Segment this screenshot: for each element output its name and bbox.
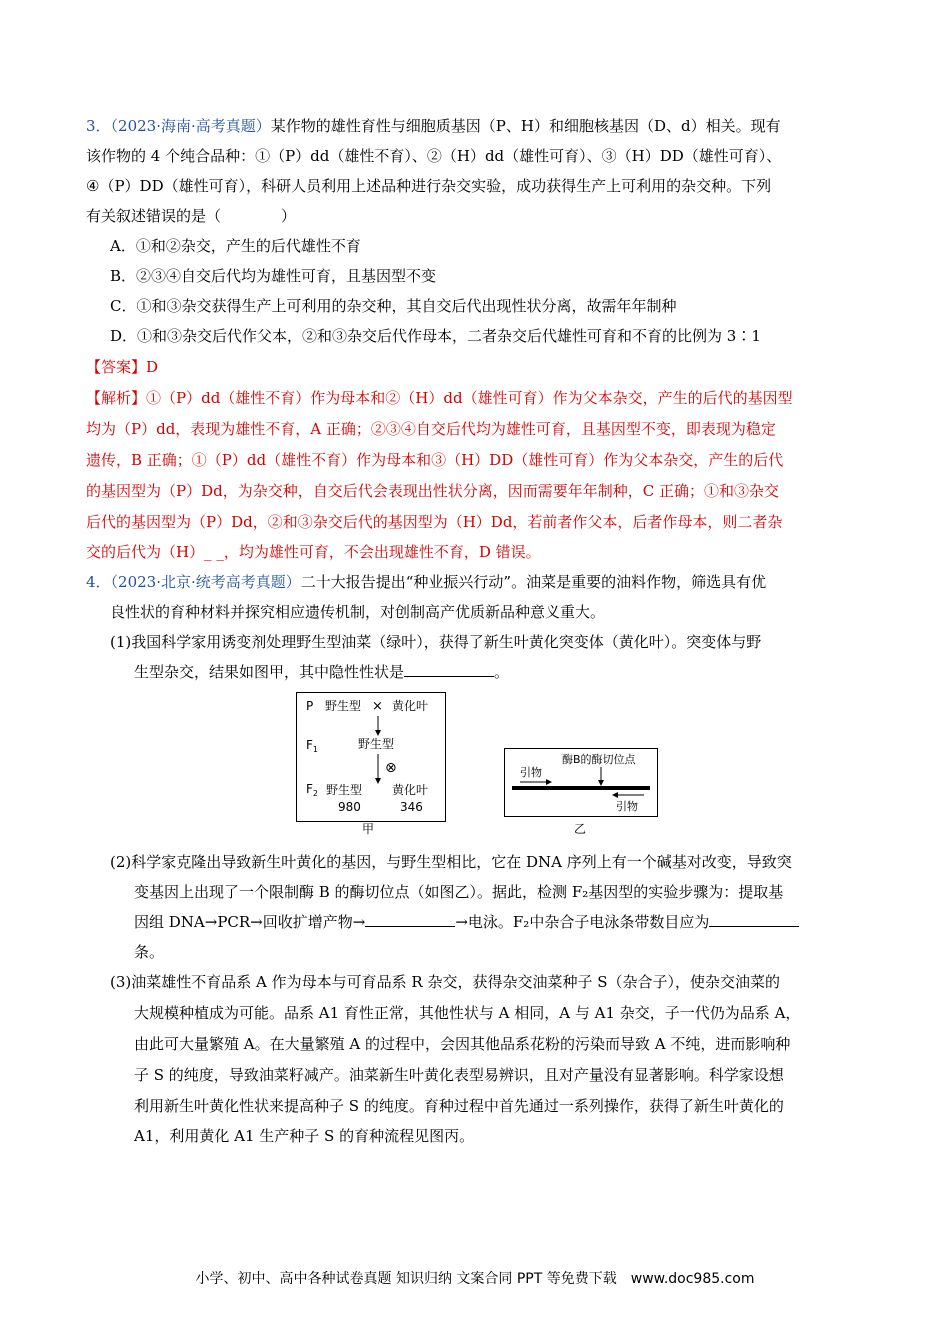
- figure-a-f2-yellow-count: 346: [400, 800, 423, 814]
- q4-p2-line-2: 变基因上出现了一个限制酶 B 的酶切位点（如图乙）。据此，检测 F₂基因型的实验步骤为：提取基: [134, 883, 784, 901]
- figure-a-yellow-parent: 黄化叶: [392, 699, 429, 713]
- q3-analysis-line-1: 【解析】①（P）dd（雄性不育）作为母本和②（H）dd（雄性可育）作为父本杂交，产生的后代的基因型: [86, 389, 793, 407]
- figure-a-self-symbol: ⊗: [385, 760, 397, 776]
- q4-p3-line-6: A1，利用黄化 A1 生产种子 S 的育种流程见图丙。: [134, 1127, 475, 1145]
- figure-a-arrowhead-2: [375, 778, 381, 784]
- answer-blank-experiment-step[interactable]: [365, 912, 455, 927]
- q4-p3-line-2: 大规模种植成为可能。品系 A1 育性正常，其他性状与 A 相同，A 与 A1 杂交，子一代仍为品系 A，: [134, 1004, 801, 1022]
- figure-b-site-label: 酶B的酶切位点: [562, 753, 636, 766]
- figure-a-f2-label: $F_2$: [306, 782, 318, 798]
- q4-p3-line-5: 利用新生叶黄化性状来提高种子 S 的纯度。育种过程中首先通过一系列操作，获得了新生叶黄化的: [134, 1097, 784, 1115]
- q3-analysis-line-5: 后代的基因型为（P）Dd，②和③杂交后代的基因型为（H）Dd，若前者作父本，后者作母本，则二者杂: [86, 513, 783, 531]
- q4-p2-line-4: 条。: [134, 943, 165, 961]
- page-footer: [0, 1268, 950, 1288]
- q4-p1-line-1: (1)我国科学家用诱变剂处理野生型油菜（绿叶），获得了新生叶黄化突变体（黄化叶）。突变体与野: [110, 633, 762, 651]
- q4-stem-text: 二十大报告提出“种业振兴行动”。油菜是重要的油料作物，筛选具有优: [300, 573, 767, 591]
- figure-a-f1-label: $F_1$: [306, 738, 318, 754]
- q4-p2-text-b: →电泳。F₂中杂合子电泳条带数目应为: [455, 913, 710, 931]
- q3-stem-line-1: [86, 116, 781, 136]
- figure-b-primer-left-arrowhead: [546, 779, 552, 785]
- figure-b-caption: 乙: [574, 822, 587, 836]
- q4-p1-text: 生型杂交，结果如图甲，其中隐性性状是: [134, 663, 405, 681]
- figure-b-site-arrowhead: [598, 780, 604, 786]
- q3-option-b: B．②③④自交后代均为雄性可育，且基因型不变: [110, 267, 437, 285]
- q4-p2-line-1: (2)科学家克隆出导致新生叶黄化的基因，与野生型相比，它在 DNA 序列上有一个碱基对改变，导致突: [110, 853, 792, 871]
- q3-stem-line-4: 有关叙述错误的是（ ）: [86, 207, 297, 225]
- q3-analysis-line-2: 均为（P）dd，表现为雄性不育，A 正确；②③④自交后代均为雄性可育，且基因型不变，即表现为稳定: [86, 420, 776, 438]
- figure-b-primer-left-label: 引物: [520, 766, 542, 779]
- footer-text: 小学、初中、高中各种试卷真题 知识归纳 文案合同 PPT 等免费下载: [195, 1271, 617, 1287]
- answer-blank-band-count[interactable]: [709, 912, 799, 927]
- q4-source: （2023·北京·统考高考真题）: [110, 573, 301, 591]
- q3-stem-text: 某作物的雄性育性与细胞质基因（P、H）和细胞核基因（D、d）相关。现有: [270, 117, 781, 135]
- figure-a-f1-phenotype: 野生型: [358, 737, 395, 751]
- q3-stem-line-3: ④（P）DD（雄性可育），科研人员利用上述品种进行杂交实验，成功获得生产上可利用的杂交种。下列: [86, 177, 772, 195]
- figure-b-dna-strand: [512, 786, 650, 790]
- figure-a-p-label: P: [306, 699, 314, 713]
- figure-b-primer-right-arrowhead: [612, 792, 618, 798]
- figure-a-caption: 甲: [362, 822, 375, 836]
- figure-a-f2-wild: 野生型: [326, 783, 363, 797]
- q4-p2-text-a: 因组 DNA→PCR→回收扩增产物→: [134, 913, 366, 931]
- q3-option-d: D．①和③杂交后代作父本，②和③杂交后代作母本，二者杂交后代雄性可育和不育的比例为 3∶1: [110, 327, 761, 345]
- figure-a-f2-yellow: 黄化叶: [392, 783, 429, 797]
- q4-number: 4．: [86, 573, 111, 591]
- q4-stem-line-2: 良性状的育种材料并探究相应遗传机制，对创制高产优质新品种意义重大。: [110, 603, 606, 621]
- q4-stem-line-1: [86, 572, 766, 592]
- q3-analysis-line-6: 交的后代为（H）_ _，均为雄性可育，不会出现雄性不育，D 错误。: [86, 543, 541, 561]
- q4-p2-line-3: [134, 912, 799, 932]
- answer-blank-recessive-trait[interactable]: [404, 662, 494, 677]
- q3-source: （2023·海南·高考真题）: [110, 117, 271, 135]
- figure-a-cross-diagram: [296, 692, 446, 837]
- figure-a-arrowhead-1: [375, 730, 381, 736]
- q3-option-a: A．①和②杂交，产生的后代雄性不育: [110, 237, 361, 255]
- figure-b-primer-right-label: 引物: [616, 800, 638, 813]
- q3-answer: 【答案】D: [86, 358, 159, 376]
- figure-b-pcr-diagram: [504, 748, 658, 837]
- q3-stem-line-2: 该作物的 4 个纯合品种：①（P）dd（雄性不育）、②（H）dd（雄性可育）、③（H）DD（雄性可育）、: [86, 147, 782, 165]
- q3-analysis-line-4: 的基因型为（P）Dd，为杂交种，自交后代会表现出性状分离，因而需要年年制种，C 正确；①和③杂交: [86, 482, 779, 500]
- q3-number: 3．: [86, 117, 111, 135]
- figure-a-f2-wild-count: 980: [338, 800, 361, 814]
- q4-p3-line-1: (3)油菜雄性不育品系 A 作为母本与可育品系 R 杂交，获得杂交油菜种子 S（杂合子），使杂交油菜的: [110, 973, 780, 991]
- q4-p1-tail: 。: [494, 663, 510, 681]
- q4-p1-line-2: [134, 662, 509, 682]
- footer-link[interactable]: www.doc985.com: [630, 1271, 755, 1287]
- figure-a-wild-parent: 野生型: [325, 699, 362, 713]
- q3-analysis-line-3: 遗传，B 正确；①（P）dd（雄性不育）作为母本和③（H）DD（雄性可育）作为父本杂交，产生的后代: [86, 451, 784, 469]
- q3-option-c: C．①和③杂交获得生产上可利用的杂交种，其自交后代出现性状分离，故需年年制种: [110, 297, 677, 315]
- q4-p3-line-3: 由此可大量繁殖 A。在大量繁殖 A 的过程中，会因其他品系花粉的污染而导致 A 不纯，进而影响种: [134, 1035, 791, 1053]
- figure-a-cross-symbol: ×: [372, 699, 383, 714]
- q4-p3-line-4: 子 S 的纯度，导致油菜籽减产。油菜新生叶黄化表型易辨识，且对产量没有显著影响。科学家设想: [134, 1066, 784, 1084]
